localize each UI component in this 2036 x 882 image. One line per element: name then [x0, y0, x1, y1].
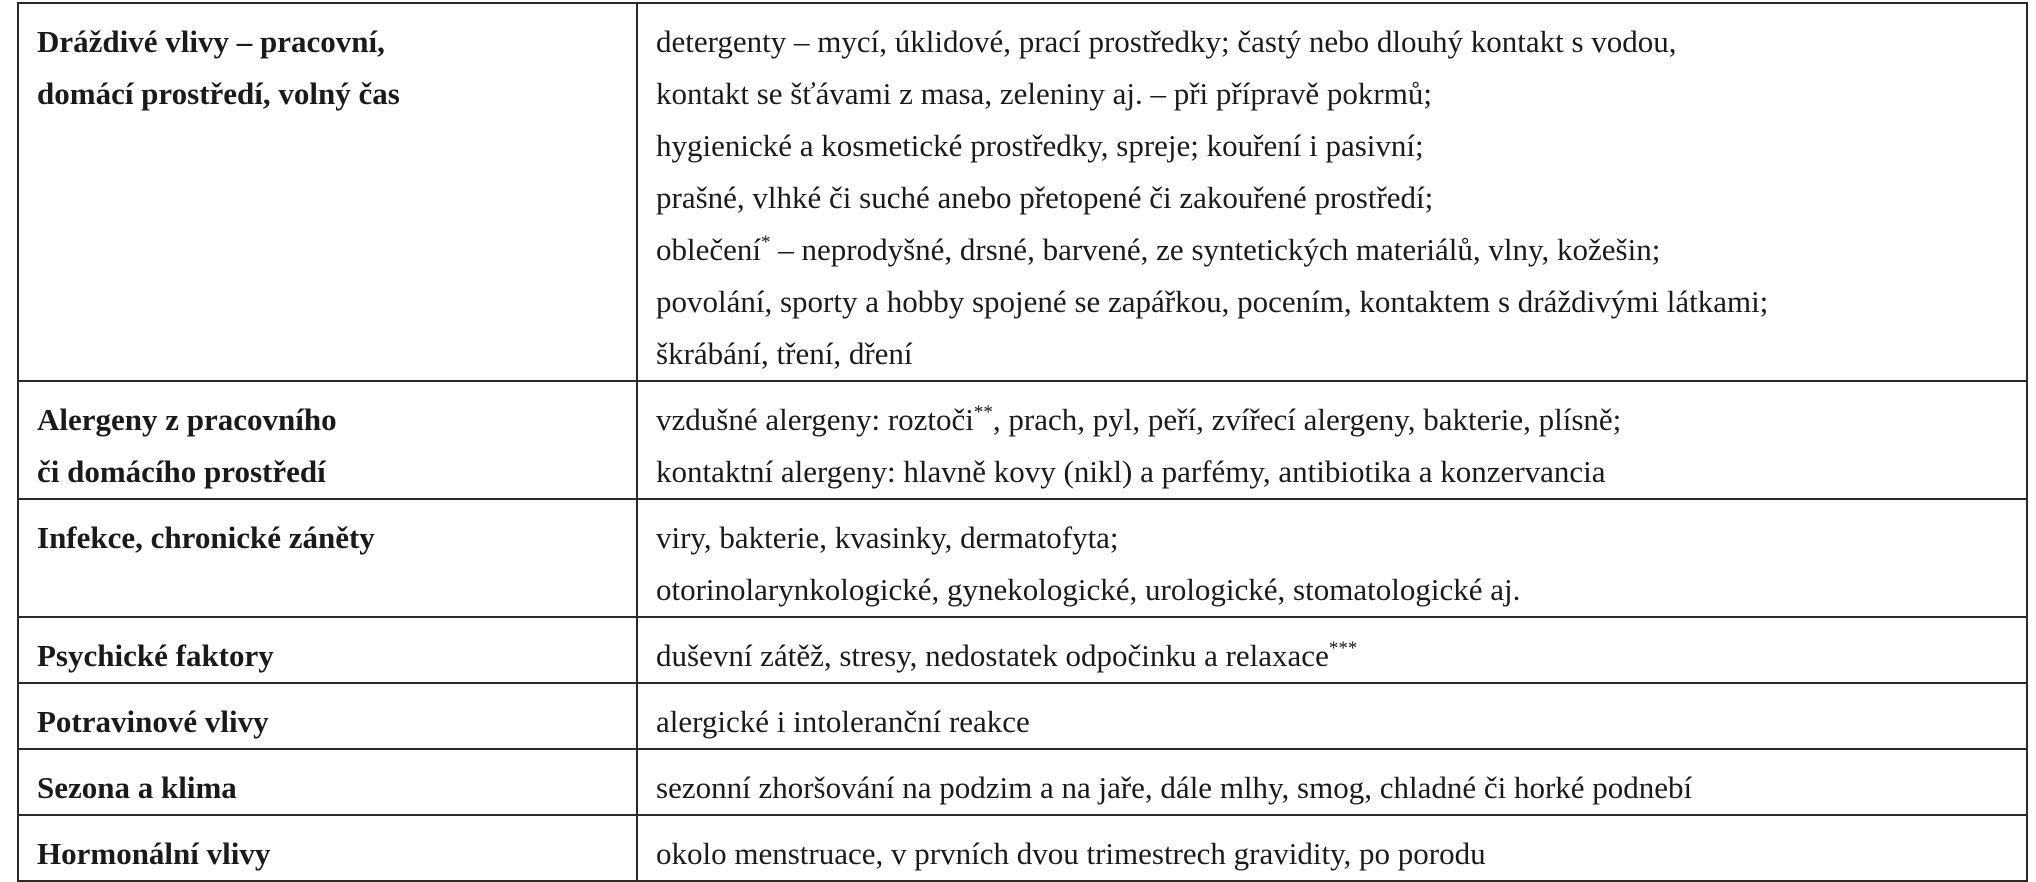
factor-line: Infekce, chronické záněty	[37, 520, 375, 555]
footnote-marker: ***	[1328, 638, 1358, 659]
description-cell	[637, 499, 2027, 617]
factor-cell	[18, 381, 637, 499]
factors-table	[17, 2, 2028, 882]
description-cell	[637, 381, 2027, 499]
factor-cell	[18, 617, 637, 683]
description-text: duševní zátěž, stresy, nedostatek odpočinku a relaxace	[656, 638, 1329, 673]
footnote-marker: **	[973, 402, 993, 423]
table-body	[18, 3, 2027, 881]
table-row	[18, 815, 2027, 881]
description-line	[656, 630, 2026, 682]
table-row	[18, 3, 2027, 381]
description-text: vzdušné alergeny: roztoči	[656, 402, 974, 437]
description-line: škrábání, tření, dření	[656, 336, 913, 371]
table-row	[18, 381, 2027, 499]
footnote-marker: *	[761, 232, 771, 253]
description-line: detergenty – mycí, úklidové, prací prostředky; častý nebo dlouhý kontakt s vodou,	[656, 24, 1677, 59]
factor-cell	[18, 683, 637, 749]
description-line: viry, bakterie, kvasinky, dermatofyta;	[656, 520, 1119, 555]
table-row	[18, 749, 2027, 815]
description-text: oblečení	[656, 232, 762, 267]
factor-cell	[18, 3, 637, 381]
description-line	[656, 224, 2026, 276]
table-row	[18, 499, 2027, 617]
description-line: okolo menstruace, v prvních dvou trimestrech gravidity, po porodu	[656, 836, 1486, 871]
description-line	[656, 394, 2026, 446]
description-line: sezonní zhoršování na podzim a na jaře, dále mlhy, smog, chladné či horké podnebí	[656, 770, 1693, 805]
factor-line: Psychické faktory	[37, 638, 274, 673]
description-cell	[637, 749, 2027, 815]
table-row	[18, 617, 2027, 683]
description-text: – neprodyšné, drsné, barvené, ze syntetických materiálů, vlny, kožešin;	[770, 232, 1661, 267]
description-cell	[637, 617, 2027, 683]
factor-cell	[18, 815, 637, 881]
description-cell	[637, 683, 2027, 749]
description-line: hygienické a kosmetické prostředky, spreje; kouření i pasivní;	[656, 128, 1424, 163]
factor-cell	[18, 749, 637, 815]
description-line: prašné, vlhké či suché anebo přetopené či zakouřené prostředí;	[656, 180, 1434, 215]
factor-line: Hormonální vlivy	[37, 836, 271, 871]
description-line: kontakt se šťávami z masa, zeleniny aj. – při přípravě pokrmů;	[656, 76, 1432, 111]
description-line: povolání, sporty a hobby spojené se zapářkou, pocením, kontaktem s dráždivými látkami;	[656, 284, 1769, 319]
factor-line: Potravinové vlivy	[37, 704, 269, 739]
description-text: , prach, pyl, peří, zvířecí alergeny, bakterie, plísně;	[992, 402, 1622, 437]
factor-line: Dráždivé vlivy – pracovní,	[37, 24, 385, 59]
factor-line: Alergeny z pracovního	[37, 402, 337, 437]
description-line: kontaktní alergeny: hlavně kovy (nikl) a parfémy, antibiotika a konzervancia	[656, 454, 1606, 489]
factor-line: domácí prostředí, volný čas	[37, 76, 400, 111]
description-cell	[637, 815, 2027, 881]
factor-cell	[18, 499, 637, 617]
factor-line: či domácího prostředí	[37, 454, 326, 489]
description-cell	[637, 3, 2027, 381]
description-line: alergické i intoleranční reakce	[656, 704, 1030, 739]
factor-line: Sezona a klima	[37, 770, 237, 805]
description-line: otorinolarynkologické, gynekologické, urologické, stomatologické aj.	[656, 572, 1521, 607]
table-row	[18, 683, 2027, 749]
